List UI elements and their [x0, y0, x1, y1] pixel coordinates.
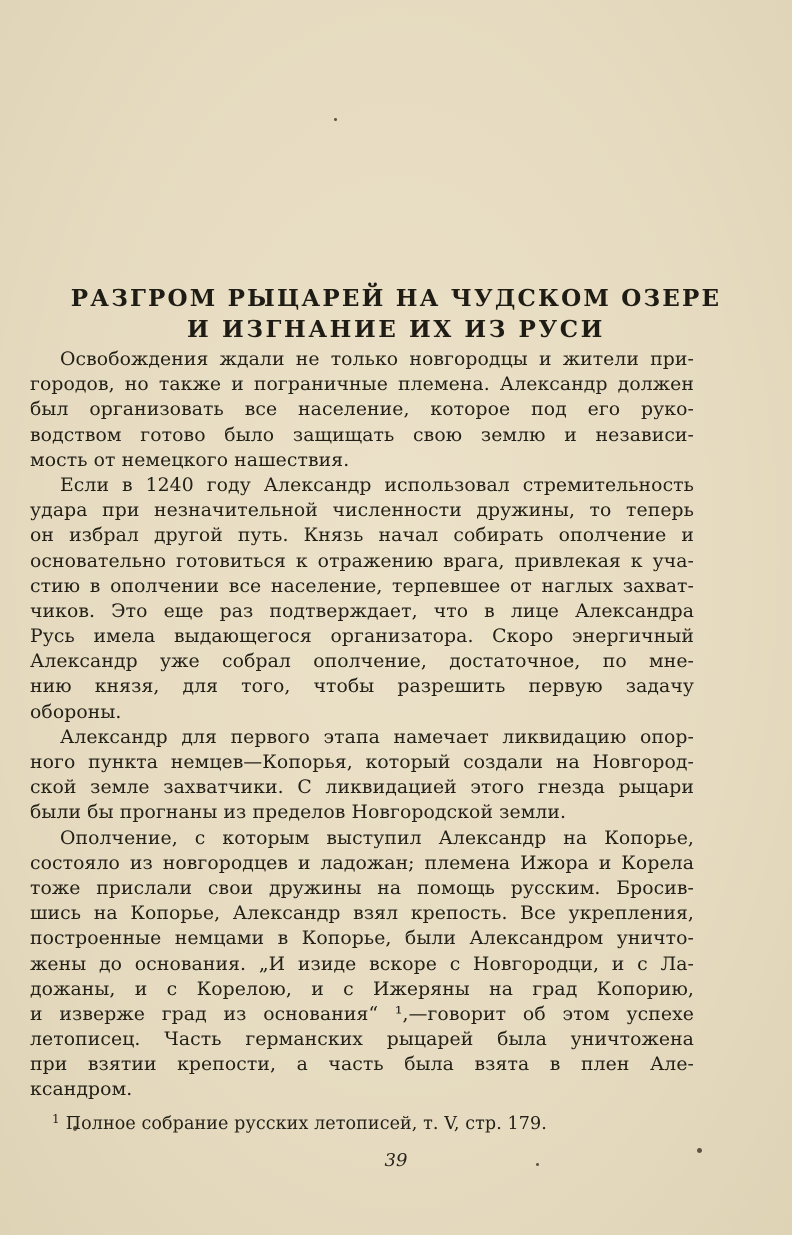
text-line: Ополчение, с которым выступил Александр на Копорье, [60, 827, 694, 849]
text-line: жены до основания. „И изиде вскоре с Новгородци, и с Ла- [30, 953, 694, 975]
text-line: стию в ополчении все население, терпевшее от наглых захват- [30, 575, 694, 597]
text-line: шись на Копорье, Александр взял крепость. Все укрепления, [30, 903, 694, 925]
text-line: удара при незначительной численности дружины, то теперь [30, 500, 694, 522]
text-line: чиков. Это еще раз подтверждает, что в лице Александра [30, 600, 694, 622]
footnote-marker: 1 [52, 1112, 60, 1126]
text-line: основательно готовиться к отражению врага, привлекая к уча- [30, 550, 694, 572]
text-line: дожаны, и с Корелою, и с Ижеряны на град Копорию, [30, 978, 694, 1000]
text-line: и изверже град из основания“ ¹,—говорит об этом успехе [30, 1003, 694, 1025]
text-line: были бы прогнаны из пределов Новгородской земли. [30, 802, 567, 824]
text-line: летописец. Часть германских рыцарей была уничтожена [30, 1029, 694, 1051]
paragraph-4 [30, 826, 694, 1103]
text-line: Если в 1240 году Александр использовал стремительность [60, 474, 694, 496]
paragraph-1 [30, 347, 694, 473]
text-line: Александр уже собрал ополчение, достаточное, по мне- [30, 651, 694, 673]
footnote-text: Полное собрание русских летописей, т. V, стр. 179. [65, 1114, 547, 1134]
text-line: нию князя, для того, чтобы разрешить первую задачу [30, 676, 694, 698]
text-line: мость от немецкого нашествия. [30, 449, 350, 471]
text-line: Освобождения ждали не только новгородцы и жители при- [60, 349, 694, 370]
paragraph-2 [30, 473, 694, 725]
text-line: состояло из новгородцев и ладожан; племена Ижора и Корела [30, 852, 694, 874]
text-line: был организовать все население, которое под его руко- [30, 399, 694, 421]
footnote [52, 1107, 547, 1136]
text-line: Русь имела выдающегося организатора. Скоро энергичный [30, 626, 694, 648]
text-line: ного пункта немцев—Копорья, который создали на Новгород- [30, 752, 694, 773]
text-line: обороны. [30, 701, 122, 723]
text-line: он избрал другой путь. Князь начал собирать ополчение и [30, 525, 694, 547]
text-line: водством готово было защищать свою землю и независи- [30, 424, 694, 446]
chapter-title [60, 283, 732, 345]
text-line: Александр для первого этапа намечает ликвидацию опор- [60, 726, 694, 748]
print-speck [334, 118, 337, 121]
page-number: 39 [384, 1150, 408, 1171]
text-line: тоже прислали свои дружины на помощь русским. Бросив- [30, 877, 694, 899]
paragraph-3 [30, 725, 694, 826]
text-line: при взятии крепости, а часть была взята в плен Але- [30, 1054, 694, 1076]
text-line: построенные немцами в Копорье, были Александром уничто- [30, 928, 694, 950]
text-line: городов, но также и пограничные племена. Александр должен [30, 374, 694, 396]
chapter-title-line-2: И ИЗГНАНИЕ ИХ ИЗ РУСИ [187, 316, 605, 343]
text-line: ской земле захватчики. С ликвидацией этого гнезда рыцари [30, 777, 694, 799]
body-text [30, 347, 694, 1103]
text-line: ксандром. [30, 1079, 133, 1101]
chapter-title-line-1: РАЗГРОМ РЫЦАРЕЙ НА ЧУДСКОМ ОЗЕРЕ [70, 285, 722, 312]
